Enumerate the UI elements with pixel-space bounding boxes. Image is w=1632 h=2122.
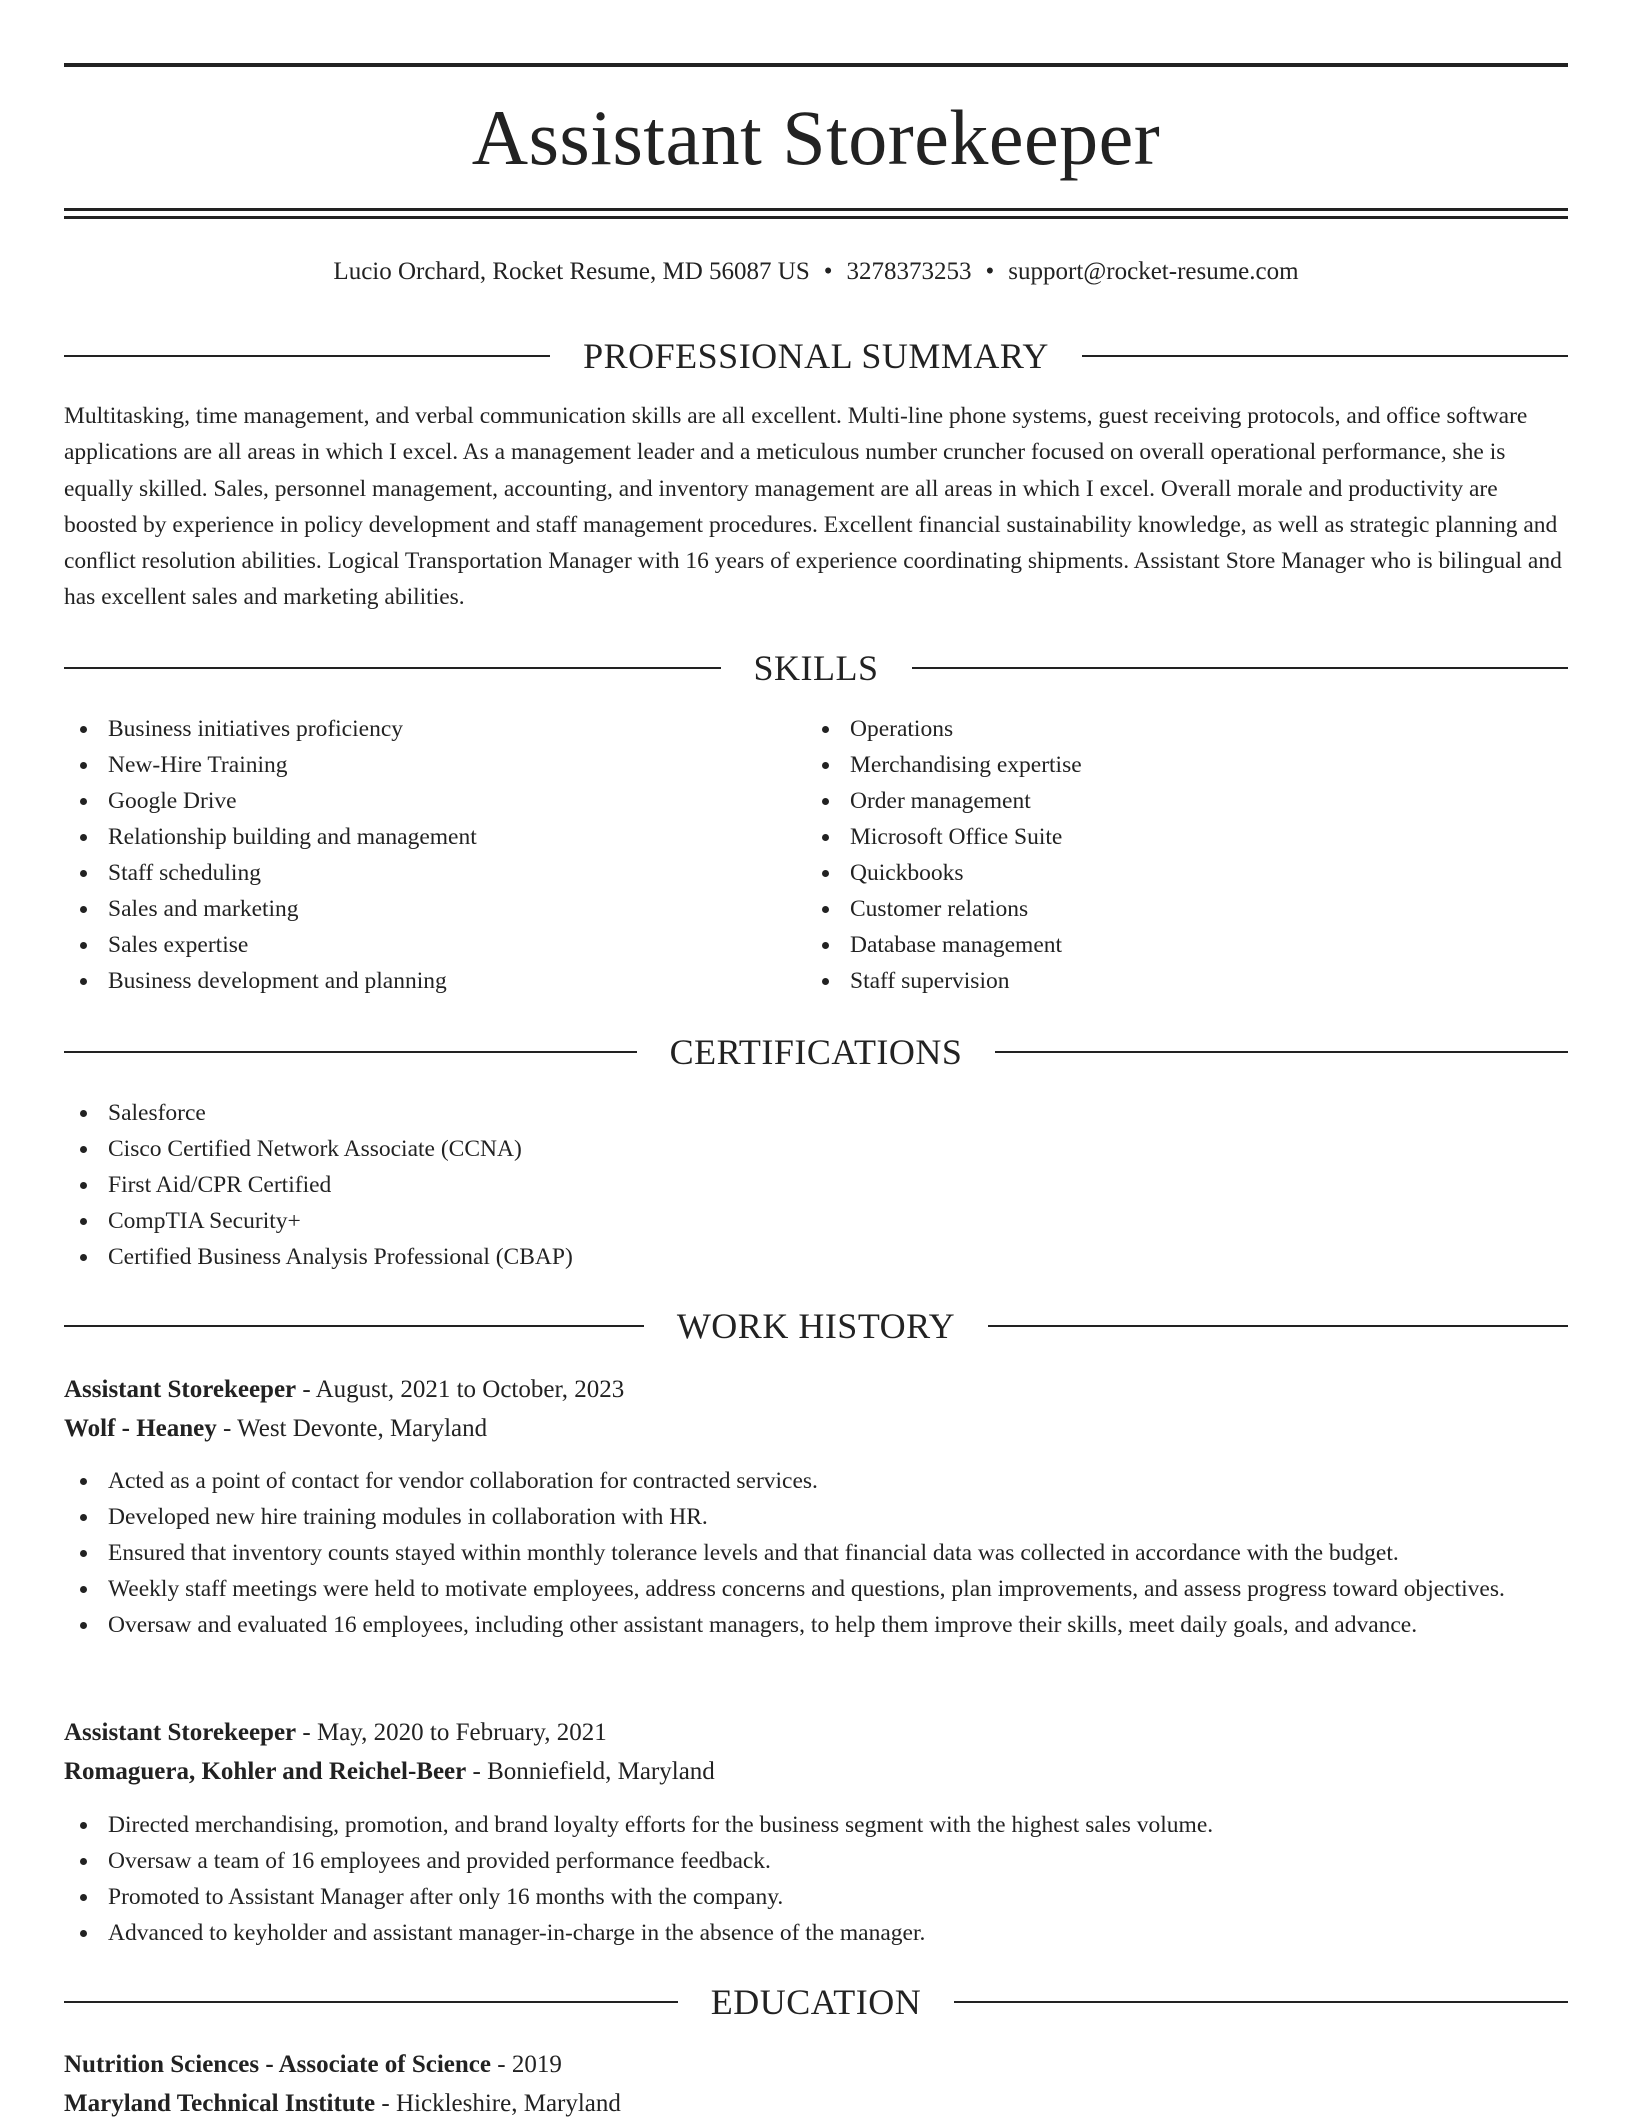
list-item: Ensured that inventory counts stayed within monthly tolerance levels and that financial data was collected in accordance with the budget. xyxy=(64,1535,1568,1571)
list-item: Cisco Certified Network Associate (CCNA) xyxy=(64,1131,1568,1167)
list-item: CompTIA Security+ xyxy=(64,1203,1568,1239)
summary-text: Multitasking, time management, and verbal communication skills are all excellent. Multi-line phone systems, guest receiving protocols, and office software applications are all areas in which I excel. As a management leader and a meticulous number cruncher focused on overall operational performance, she is equally skilled. Sales, personnel management, accounting, and inventory management are all areas in which I excel. Overall morale and productivity are boosted by experience in policy development and staff management procedures. Excellent financial sustainability knowledge, as well as strategic planning and conflict resolution abilities. Logical Transportation Manager with 16 years of experience coordinating shipments. Assistant Store Manager who is bilingual and has excellent sales and marketing abilities. xyxy=(64,403,1562,611)
job-dates: - August, 2021 to October, 2023 xyxy=(302,1376,625,1403)
section-heading-summary xyxy=(64,334,1568,378)
list-item: Merchandising expertise xyxy=(806,747,1506,783)
section-title: PROFESSIONAL SUMMARY xyxy=(583,336,1049,376)
job-title: Assistant Storekeeper xyxy=(64,1376,297,1403)
list-item: Sales and marketing xyxy=(64,891,764,927)
heading-rule xyxy=(64,1051,637,1053)
list-item: Sales expertise xyxy=(64,927,764,963)
list-item: Business initiatives proficiency xyxy=(64,711,764,747)
section-title: WORK HISTORY xyxy=(676,1306,956,1346)
heading-rule xyxy=(995,1051,1568,1053)
heading-rule xyxy=(954,2001,1568,2003)
list-item: Acted as a point of contact for vendor collaboration for contracted services. xyxy=(64,1463,1568,1499)
list-item: Oversaw a team of 16 employees and provided performance feedback. xyxy=(64,1843,1568,1879)
list-item: Oversaw and evaluated 16 employees, including other assistant managers, to help them improve their skills, meet daily goals, and advance. xyxy=(64,1607,1568,1643)
title-rule-upper xyxy=(64,208,1568,211)
list-item: Staff supervision xyxy=(806,963,1506,999)
list-item: Database management xyxy=(806,927,1506,963)
education-location: - Hickleshire, Maryland xyxy=(381,2090,621,2117)
heading-rule xyxy=(64,667,721,669)
contact-line xyxy=(64,252,1568,292)
contact-separator: • xyxy=(985,258,995,285)
list-item: Order management xyxy=(806,783,1506,819)
job-dates: - May, 2020 to February, 2021 xyxy=(302,1719,607,1746)
job-company: Romaguera, Kohler and Reichel-Beer xyxy=(64,1758,467,1785)
section-title: CERTIFICATIONS xyxy=(669,1032,963,1072)
job-company: Wolf - Heaney xyxy=(64,1415,217,1442)
contact-email: support@rocket-resume.com xyxy=(1008,258,1299,285)
heading-rule xyxy=(912,667,1569,669)
education-year: - 2019 xyxy=(497,2051,562,2078)
section-title: EDUCATION xyxy=(710,1982,922,2022)
heading-rule xyxy=(1082,355,1568,357)
job-location: - West Devonte, Maryland xyxy=(223,1415,488,1442)
list-item: Certified Business Analysis Professional (CBAP) xyxy=(64,1239,1568,1275)
job-title-line xyxy=(64,1715,607,1751)
heading-rule xyxy=(64,2001,678,2003)
certifications-list xyxy=(64,1095,1568,1275)
list-item: Microsoft Office Suite xyxy=(806,819,1506,855)
contact-address: Lucio Orchard, Rocket Resume, MD 56087 US xyxy=(333,258,810,285)
list-item: Staff scheduling xyxy=(64,855,764,891)
heading-rule xyxy=(64,1325,644,1327)
education-school: Maryland Technical Institute xyxy=(64,2090,376,2117)
list-item: Quickbooks xyxy=(806,855,1506,891)
list-item: Directed merchandising, promotion, and brand loyalty efforts for the business segment with the highest sales volume. xyxy=(64,1807,1568,1843)
heading-rule xyxy=(988,1325,1568,1327)
contact-separator: • xyxy=(823,258,833,285)
job-duties-list xyxy=(64,1463,1568,1643)
list-item: Salesforce xyxy=(64,1095,1568,1131)
section-heading-work-history xyxy=(64,1304,1568,1348)
section-heading-certifications xyxy=(64,1030,1568,1074)
list-item: Promoted to Assistant Manager after only 16 months with the company. xyxy=(64,1879,1568,1915)
list-item: Customer relations xyxy=(806,891,1506,927)
education-school-line xyxy=(64,2086,621,2122)
skills-list-right xyxy=(806,711,1506,999)
list-item: Google Drive xyxy=(64,783,764,819)
job-duties-list xyxy=(64,1807,1568,1951)
top-rule xyxy=(64,63,1568,67)
job-location: - Bonniefield, Maryland xyxy=(472,1758,715,1785)
section-heading-skills xyxy=(64,646,1568,690)
job-title: Assistant Storekeeper xyxy=(64,1719,297,1746)
skills-list-left xyxy=(64,711,764,999)
resume-title: Assistant Storekeeper xyxy=(471,94,1161,181)
list-item: Operations xyxy=(806,711,1506,747)
heading-rule xyxy=(64,355,550,357)
job-title-line xyxy=(64,1372,624,1408)
education-degree-line xyxy=(64,2047,562,2083)
list-item: Advanced to keyholder and assistant manager-in-charge in the absence of the manager. xyxy=(64,1915,1568,1951)
list-item: Weekly staff meetings were held to motivate employees, address concerns and questions, plan improvements, and assess progress toward objectives. xyxy=(64,1571,1568,1607)
job-company-line xyxy=(64,1411,487,1447)
list-item: Developed new hire training modules in collaboration with HR. xyxy=(64,1499,1568,1535)
section-title: SKILLS xyxy=(753,648,879,688)
list-item: First Aid/CPR Certified xyxy=(64,1167,1568,1203)
title-rule-lower xyxy=(64,216,1568,219)
education-degree: Nutrition Sciences - Associate of Science xyxy=(64,2051,492,2078)
contact-phone: 3278373253 xyxy=(846,258,972,285)
job-company-line xyxy=(64,1754,715,1790)
list-item: New-Hire Training xyxy=(64,747,764,783)
list-item: Business development and planning xyxy=(64,963,764,999)
section-heading-education xyxy=(64,1980,1568,2024)
list-item: Relationship building and management xyxy=(64,819,764,855)
